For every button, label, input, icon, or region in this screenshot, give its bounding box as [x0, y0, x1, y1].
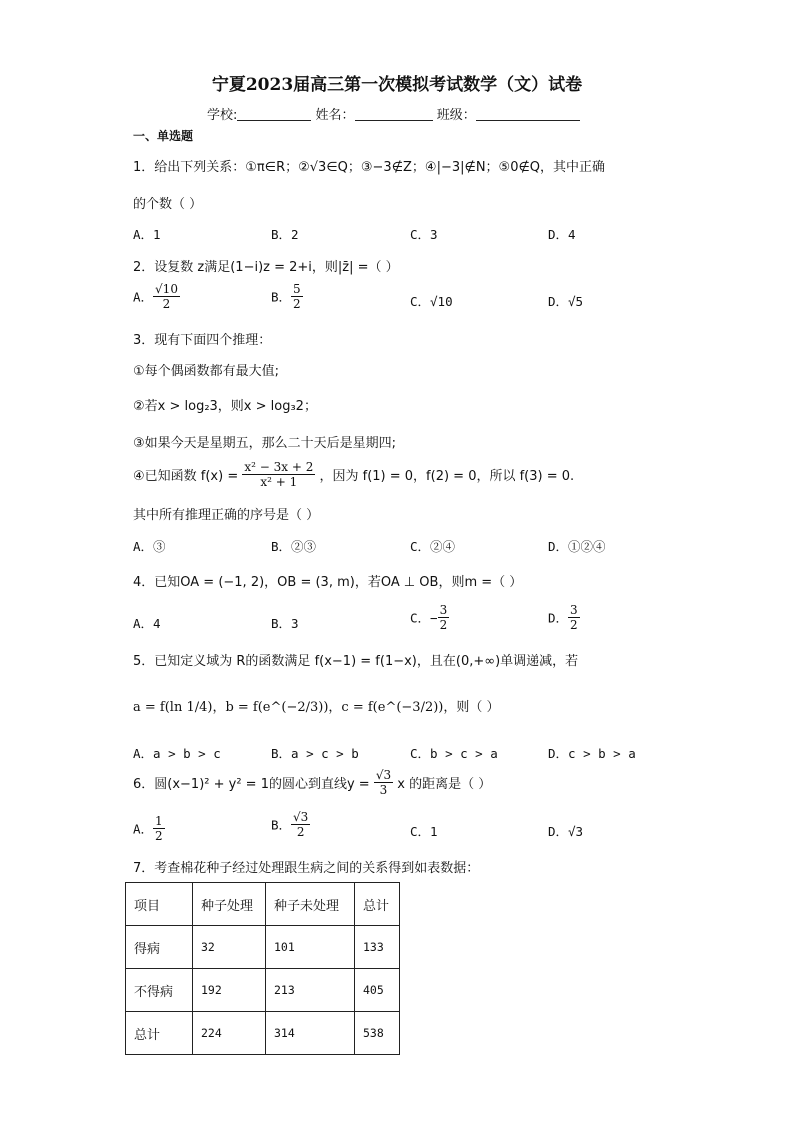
q6-option-a-label: A． [133, 821, 154, 837]
q2-option-a-den: 2 [162, 297, 171, 311]
q4-option-c-num: 3 [439, 603, 448, 617]
q3-s4-post: ，因为 f(1) = 0，f(2) = 0，所以 f(3) = 0. [319, 469, 575, 484]
class-field[interactable] [476, 106, 580, 121]
q6-option-a [133, 814, 165, 843]
table-cell: 总计 [126, 1012, 193, 1055]
q4-stem: 4．已知OA = (−1, 2)，OB = (3, m)，若OA ⊥ OB，则m =（ ） [133, 575, 523, 590]
q5-option-b: B．a > c > b [271, 746, 359, 761]
q3-option-a: A．③ [133, 539, 166, 554]
q2-stem: 2．设复数 z满足(1−i)z = 2+i，则|z̄| =（ ） [133, 260, 399, 275]
q2-option-b-label: B． [271, 289, 292, 305]
q3-statement-4 [133, 460, 574, 489]
q4-option-c-label: C．− [410, 610, 438, 626]
table-cell: 192 [193, 969, 266, 1012]
q1-option-d: D．4 [548, 227, 576, 242]
q4-option-c-den: 2 [439, 618, 448, 632]
q4-option-d [548, 603, 580, 632]
student-info [207, 104, 580, 123]
table-header-cell: 种子处理 [193, 883, 266, 926]
q3-option-b: B．②③ [271, 539, 317, 554]
table-cell: 538 [355, 1012, 400, 1055]
q3-option-c: C．②④ [410, 539, 456, 554]
page-title: 宁夏2023届高三第一次模拟考试数学（文）试卷 [211, 75, 583, 95]
q3-s4-pre: ④已知函数 f(x) = [133, 469, 239, 484]
q6-option-b-den: 2 [296, 825, 305, 839]
q4-option-a: A．4 [133, 616, 161, 631]
table-header-row [126, 883, 400, 926]
table-cell: 133 [355, 926, 400, 969]
q1-option-b: B．2 [271, 227, 299, 242]
table-cell: 314 [266, 1012, 355, 1055]
q2-option-a [133, 282, 180, 311]
q5-stem-line2: a = f(ln 1/4)，b = f(e^(−2/3))，c = f(e^(−3/2))，则（ ） [133, 700, 500, 715]
table-row [126, 969, 400, 1012]
q6-option-b [271, 810, 310, 839]
q2-option-b-num: 5 [293, 282, 301, 296]
q6-option-a-den: 2 [155, 829, 163, 843]
q1-stem-cont: 的个数（ ） [133, 197, 203, 212]
name-label: 姓名： [315, 108, 355, 123]
q3-statement-1: ①每个偶函数都有最大值; [133, 364, 280, 379]
table-header-cell: 总计 [355, 883, 400, 926]
q4-option-d-num: 3 [570, 603, 578, 617]
q6-option-c: C．1 [410, 824, 438, 839]
q6-option-d: D．√3 [548, 824, 584, 839]
school-field[interactable] [237, 106, 311, 121]
q2-option-d: D．√5 [548, 294, 584, 309]
q1-stem: 1．给出下列关系：①π∈R；②√3∈Q；③−3∉Z；④|−3|∉N；⑤0∉Q，其中正确 [133, 160, 606, 175]
q6-stem-num: √3 [375, 768, 392, 782]
table-header-cell: 项目 [126, 883, 193, 926]
table-cell: 得病 [126, 926, 193, 969]
table-row [126, 926, 400, 969]
q6-stem-den: 3 [379, 783, 388, 797]
q6-option-a-num: 1 [155, 814, 163, 828]
q6-stem-pre: 6．圆(x−1)² + y² = 1的圆心到直线y = [133, 777, 370, 792]
q6-stem-post: x 的距离是（ ） [397, 777, 492, 792]
q2-option-c: C．√10 [410, 294, 453, 309]
q7-stem: 7．考查棉花种子经过处理跟生病之间的关系得到如表数据： [133, 861, 480, 876]
table-cell: 213 [266, 969, 355, 1012]
q6-option-b-label: B． [271, 817, 292, 833]
q3-statement-3: ③如果今天是星期五，那么二十天后是星期四; [133, 436, 397, 451]
class-label: 班级： [436, 108, 476, 123]
table-cell: 224 [193, 1012, 266, 1055]
q5-option-a: A．a > b > c [133, 746, 221, 761]
table-row [126, 1012, 400, 1055]
table-cell: 101 [266, 926, 355, 969]
q5-stem: 5．已知定义域为 R的函数满足 f(x−1) = f(1−x)，且在(0,+∞)单调递减，若 [133, 654, 579, 669]
data-table [125, 882, 400, 1055]
q3-stem: 3．现有下面四个推理： [133, 333, 272, 348]
school-label: 学校: [207, 108, 238, 123]
q2-option-a-num: √10 [155, 282, 178, 296]
q2-option-b-den: 2 [293, 297, 301, 311]
q6-option-b-num: √3 [293, 810, 309, 824]
q3-ask: 其中所有推理正确的序号是（ ） [133, 508, 320, 523]
table-cell: 32 [193, 926, 266, 969]
q2-option-b [271, 282, 303, 311]
q3-statement-2: ②若x > log₂3，则x > log₃2； [133, 399, 317, 414]
table-cell: 405 [355, 969, 400, 1012]
q6-stem [133, 768, 491, 797]
q5-option-c: C．b > c > a [410, 746, 498, 761]
table-cell: 不得病 [126, 969, 193, 1012]
q4-option-d-label: D． [548, 610, 569, 626]
section-heading: 一、单选题 [133, 129, 194, 143]
q3-s4-num: x² − 3x + 2 [244, 460, 314, 474]
table-header-cell: 种子未处理 [266, 883, 355, 926]
q3-option-d: D．①②④ [548, 539, 606, 554]
q4-option-c [410, 603, 449, 632]
q3-s4-den: x² + 1 [260, 475, 298, 489]
q1-option-c: C．3 [410, 227, 438, 242]
q4-option-d-den: 2 [570, 618, 578, 632]
q4-option-b: B．3 [271, 616, 299, 631]
name-field[interactable] [355, 106, 433, 121]
q2-option-a-label: A． [133, 289, 154, 305]
q5-option-d: D．c > b > a [548, 746, 636, 761]
q1-option-a: A．1 [133, 227, 161, 242]
